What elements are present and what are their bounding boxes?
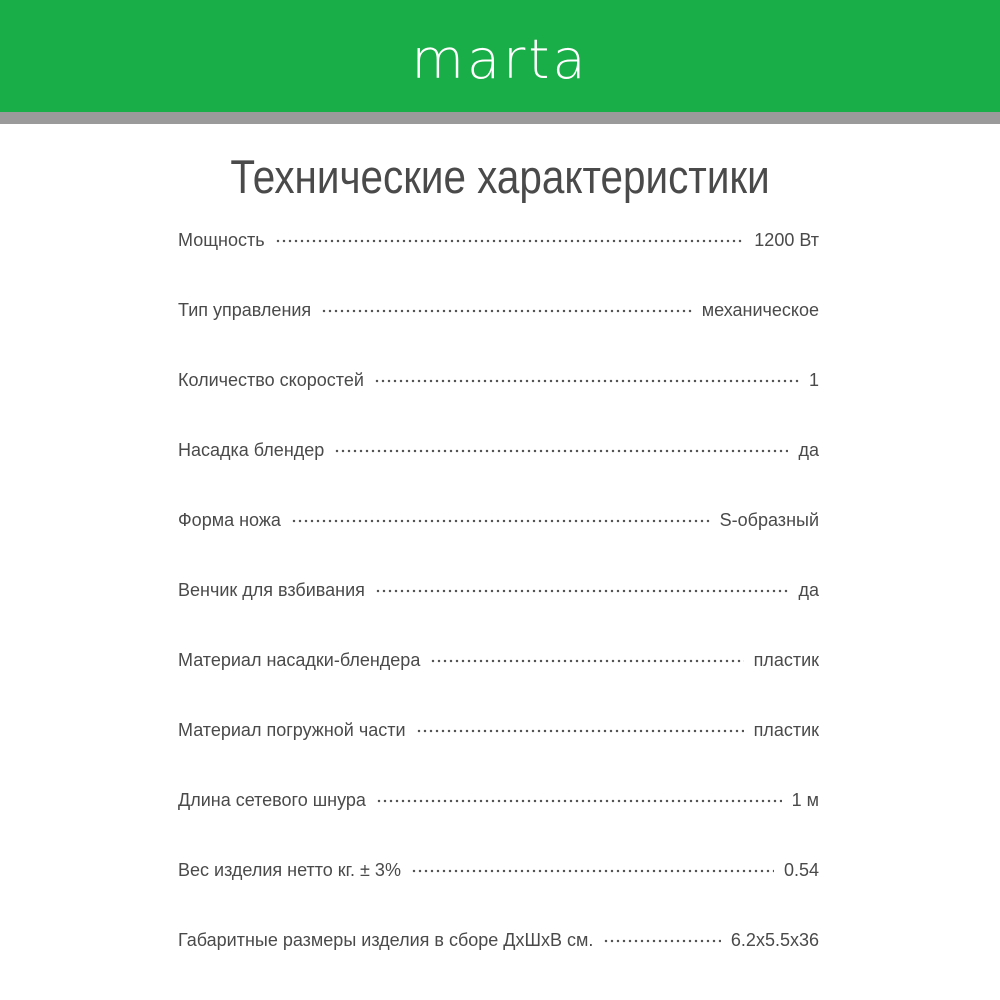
dot-leader <box>291 518 710 524</box>
spec-value: 6.2х5.5х36 <box>730 930 819 950</box>
spec-value: пластик <box>753 650 819 670</box>
spec-label: Габаритные размеры изделия в сборе ДхШхВ см. <box>178 930 594 950</box>
spec-label: Количество скоростей <box>178 370 364 390</box>
dot-leader <box>411 868 774 874</box>
spec-label: Венчик для взбивания <box>178 580 365 600</box>
spec-row-net-weight <box>178 850 819 920</box>
spec-label: Длина сетевого шнура <box>178 790 366 810</box>
spec-row-immersion-material <box>178 710 819 780</box>
spec-label: Материал насадки-блендера <box>178 650 421 670</box>
header-stripe <box>0 112 1000 124</box>
dot-leader <box>430 658 743 664</box>
spec-value: S-образный <box>719 510 819 530</box>
spec-value: 1 м <box>791 790 819 810</box>
dot-leader <box>374 378 799 384</box>
dot-leader <box>334 448 788 454</box>
dot-leader <box>603 938 721 944</box>
spec-row-power <box>178 220 819 290</box>
brand-logo: marta <box>411 28 589 91</box>
spec-label: Мощность <box>178 230 265 250</box>
spec-value: пластик <box>753 720 819 740</box>
dot-leader <box>375 588 789 594</box>
spec-row-control-type <box>178 290 819 360</box>
spec-row-blender-attachment <box>178 430 819 500</box>
page-title: Технические характеристики <box>230 150 770 203</box>
dot-leader <box>321 308 692 314</box>
spec-row-dimensions <box>178 920 819 990</box>
brand-header <box>0 0 1000 112</box>
spec-label: Материал погружной части <box>178 720 406 740</box>
spec-label: Насадка блендер <box>178 440 325 460</box>
spec-value: 0.54 <box>783 860 819 880</box>
dot-leader <box>416 728 744 734</box>
spec-row-speeds <box>178 360 819 430</box>
dot-leader <box>376 798 782 804</box>
spec-label: Форма ножа <box>178 510 281 530</box>
dot-leader <box>275 238 745 244</box>
spec-row-whisk <box>178 570 819 640</box>
spec-value: механическое <box>701 300 819 320</box>
spec-value: 1 <box>808 370 819 390</box>
spec-value: да <box>798 580 819 600</box>
spec-value: да <box>798 440 819 460</box>
spec-label: Тип управления <box>178 300 312 320</box>
spec-row-attachment-material <box>178 640 819 710</box>
spec-label: Вес изделия нетто кг. ± 3% <box>178 860 401 880</box>
spec-list <box>178 220 819 990</box>
spec-row-blade-shape <box>178 500 819 570</box>
spec-value: 1200 Вт <box>754 230 819 250</box>
spec-row-cord-length <box>178 780 819 850</box>
